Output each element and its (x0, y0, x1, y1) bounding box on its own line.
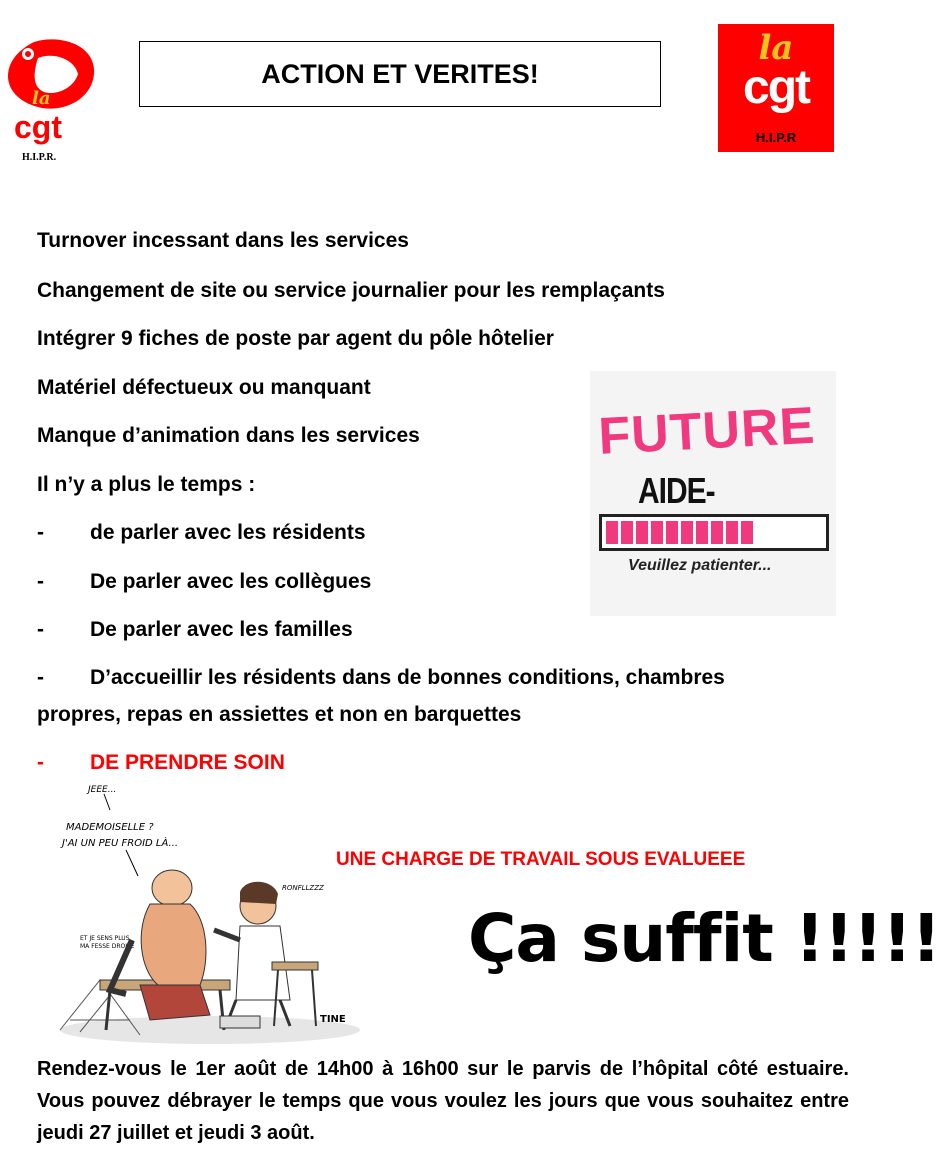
svg-text:ET JE SENS PLUS: ET JE SENS PLUS (80, 935, 130, 942)
svg-text:H.I.P.R.: H.I.P.R. (22, 152, 57, 163)
text-line: Turnover incessant dans les services (37, 229, 409, 252)
bullet-text-highlight: DE PRENDRE SOIN (90, 751, 285, 774)
progress-segment (696, 521, 708, 544)
nurse-cartoon-illustration (40, 780, 356, 1048)
title-text: ACTION ET VERITES! (261, 58, 539, 89)
future-aide-soignante-image (590, 371, 836, 616)
logo-cgt-text: cgt (743, 61, 809, 114)
progress-segment (666, 521, 678, 544)
bullet-dash: - (37, 521, 44, 544)
svg-text:la: la (32, 88, 51, 109)
bullet-dash: - (37, 751, 44, 774)
progress-segment (636, 521, 648, 544)
page-title (139, 41, 661, 107)
progress-fill (606, 521, 753, 544)
progress-segment (606, 521, 618, 544)
bullet-dash: - (37, 570, 44, 593)
logo-hipr-text: H.I.P.R (755, 130, 797, 145)
bullet-text: de parler avec les résidents (90, 521, 366, 544)
svg-text:RONFLLZZZ: RONFLLZZZ (282, 884, 324, 892)
progress-segment (681, 521, 693, 544)
aide-soignante-text: AIDE- (638, 472, 715, 512)
svg-text:J'AI UN PEU FROID LÀ...: J'AI UN PEU FROID LÀ... (62, 838, 179, 849)
text-line: Il n’y a plus le temps : (37, 473, 256, 496)
progress-segment (741, 521, 753, 544)
text-line: Changement de site ou service journalier pour les remplaçants (37, 279, 665, 302)
bullet-continuation: propres, repas en assiettes et non en barquettes (37, 703, 522, 726)
progress-segment (726, 521, 738, 544)
cartoon-drawing (40, 780, 356, 1048)
text-line: Manque d’animation dans les services (37, 424, 420, 447)
svg-text:JEEE...: JEEE... (88, 785, 117, 795)
ca-suffit-slogan: Ça suffit !!!!! (468, 900, 940, 977)
bullet-dash: - (37, 618, 44, 641)
charge-de-travail-heading: UNE CHARGE DE TRAVAIL SOUS EVALUEEE (336, 849, 746, 870)
future-text: FUTURE (597, 396, 817, 466)
svg-text:MADEMOISELLE ?: MADEMOISELLE ? (66, 822, 154, 833)
svg-text:TINE: TINE (320, 1014, 346, 1025)
cgt-logo-left (4, 36, 98, 164)
cgt-logo-right (718, 24, 834, 152)
bullet-dash: - (37, 666, 44, 689)
svg-text:cgt: cgt (14, 109, 62, 145)
progress-segment (711, 521, 723, 544)
bullet-text: De parler avec les familles (90, 618, 353, 641)
svg-text:MA FESSE DROITE: MA FESSE DROITE (80, 943, 135, 950)
progress-segment (651, 521, 663, 544)
cgt-bird-logo-icon (4, 36, 98, 164)
bullet-text: De parler avec les collègues (90, 570, 372, 593)
progress-segment (621, 521, 633, 544)
logo-la-text: la (758, 28, 794, 68)
bullet-text: D’accueillir les résidents dans de bonnes conditions, chambres (90, 666, 725, 689)
text-line: Matériel défectueux ou manquant (37, 376, 371, 399)
text-line: Intégrer 9 fiches de poste par agent du pôle hôtelier (37, 327, 554, 350)
patience-text: Veuillez patienter... (628, 557, 772, 574)
loading-progress-bar (599, 514, 829, 551)
rendez-vous-paragraph: Rendez-vous le 1er août de 14h00 à 16h00 sur le parvis de l’hôpital côté estuaire. Vous pouvez débrayer le temps que vous voulez les jours que vous souhaitez entre jeudi 27 juillet et jeudi 3 août. (37, 1058, 849, 1144)
